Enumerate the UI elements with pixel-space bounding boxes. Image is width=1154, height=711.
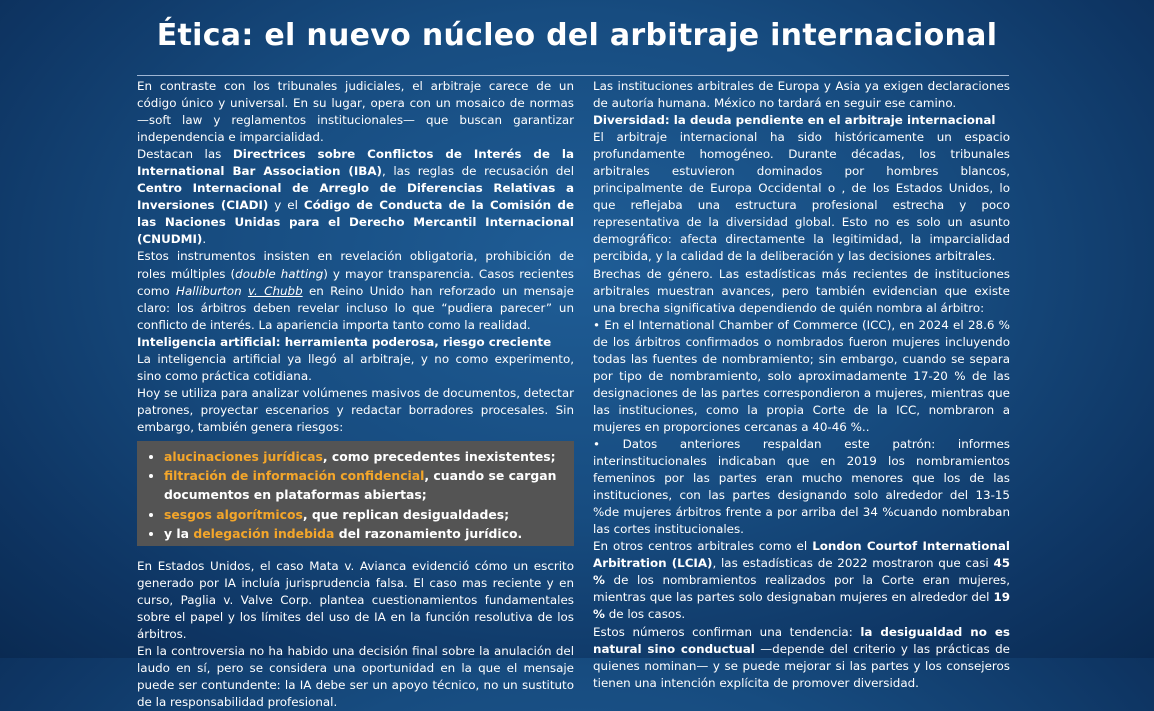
paragraph-intro: En contraste con los tribunales judiciales, el arbitraje carece de un código único y universal. En su lugar, opera con un mosaico de normas —soft law y reglamentos institucionales— que buscan garantizar independencia e imparcialidad. [137,79,574,145]
paragraph-disclosure: Estos instrumentos insisten en revelación obligatoria, prohibición de roles múltiples (double hatting) y mayor transparencia. Casos recientes como Halliburton v. Chubb en Reino Unido han reforzado un mensaje claro: los árbitros deben revelar incluso lo que “pudiera parecer” un conflicto de interés. La apariencia importa tanto como la realidad. [137,249,575,332]
risk-item: • y la delegación indebida del razonamiento jurídico. [164,524,564,543]
right-column [593,78,1010,692]
section-heading-diversity: Diversidad: la deuda pendiente en el arbitraje internacional [593,113,996,128]
paragraph-mata-avianca: En Estados Unidos, el caso Mata v. Avianca evidenció cómo un escrito generado por IA incluía jurisprudencia falsa. El caso mas reciente y en curso, Paglia v. Valve Corp. plantea cuestionamientos fundamentales sobre el papel y los límites del uso de IA en la función resolutiva de los árbitros. [137,559,574,642]
paragraph-lcia: En otros centros arbitrales como el London Courtof International Arbitration (LCIA), las estadísticas de 2022 mostraron que casi 45 % de los nombramientos realizados por la Corte eran mujeres, mientras que las partes solo designaban mujeres en alrededor del 19 % de los casos. [593,539,1011,622]
left-column [137,78,574,711]
section-heading-ai: Inteligencia artificial: herramienta poderosa, riesgo creciente [137,334,552,349]
risks-list [147,447,564,543]
paragraph-2019-data: • Datos anteriores respaldan este patrón: informes interinstitucionales indicaban que en 2019 los nombramientos femeninos por las partes eran mucho menores que los de las instituciones, con las partes designando solo alrededor del 13-15 %de mujeres árbitros frente a por arriba del 34 %cuando nombraban las cortes institucionales. [593,436,1010,537]
paragraph-gender-gaps: Brechas de género. Las estadísticas más recientes de instituciones arbitrales muestran avances, pero también evidencian que existe una brecha significativa dependiendo de quién nombra al árbitro: [593,266,1010,315]
risk-item: • filtración de información confidencial, cuando se cargan documentos en plataformas abiertas; [164,466,564,504]
article-title: Ética: el nuevo núcleo del arbitraje internacional [156,18,998,53]
paragraph-controversy: En la controversia no ha habido una decisión final sobre la anulación del laudo en sí, pero se considera una oportunidad en la que el mensaje puede ser contundente: la IA debe ser un apoyo técnico, no un sustituto de la responsabilidad profesional. [137,644,574,710]
paragraph-authorship: Las instituciones arbitrales de Europa y Asia ya exigen declaraciones de autoría humana. México no tardará en seguir ese camino. [593,79,1010,111]
risks-box [137,441,574,546]
paragraph-icc-stats: • En el International Chamber of Commerce (ICC), en 2024 el 28.6 % de los árbitros confirmados o nombrados fueron mujeres incluyendo todas las fuentes de nombramiento; sin embargo, cuando se separa por tipo de nombramiento, solo aproximadamente 17-20 % de las designaciones de las partes correspondieron a mujeres, mientras que las instituciones, como la propia Corte de la ICC, nombraron a mujeres en proporciones cercanas a 40-46 %.. [593,317,1010,434]
paragraph-ai-intro: La inteligencia artificial ya llegó al arbitraje, y no como experimento, sino como práctica cotidiana. [137,351,574,383]
risk-item: • alucinaciones jurídicas, como precedentes inexistentes; [164,447,564,466]
paragraph-homogeneity: El arbitraje internacional ha sido históricamente un espacio profundamente homogéneo. Durante décadas, los tribunales arbitrales estuvieron dominados por hombres blancos, principalmente de Europa Occidental o , de los Estados Unidos, lo que reflejaba una estructura profesional estrecha y poco representativa de la diversidad global. Esto no es solo un asunto demográfico: afecta directamente la legitimidad, la imparcialidad percibida, y la calidad de la deliberación y las decisiones arbitrales. [593,130,1010,264]
paragraph-ai-uses: Hoy se utiliza para analizar volúmenes masivos de documentos, detectar patrones, proyectar escenarios y redactar borradores procesales. Sin embargo, también genera riesgos: [137,385,574,434]
risk-item: • sesgos algorítmicos, que replican desigualdades; [164,505,564,524]
paragraph-conclusion: Estos números confirman una tendencia: la desigualdad no es natural sino conductual —depende del criterio y las prácticas de quienes nominan— y se puede mejorar si las partes y los consejeros tienen una intención explícita de promover diversidad. [593,624,1010,690]
paragraph-instruments: Destacan las Directrices sobre Conflictos de Interés de la International Bar Association (IBA), las reglas de recusación del Centro Internacional de Arreglo de Diferencias Relativas a Inversiones (CIADI) y el Código de Conducta de la Comisión de las Naciones Unidas para el Derecho Mercantil Internacional (CNUDMI). [137,147,575,247]
title-divider [137,75,1009,76]
